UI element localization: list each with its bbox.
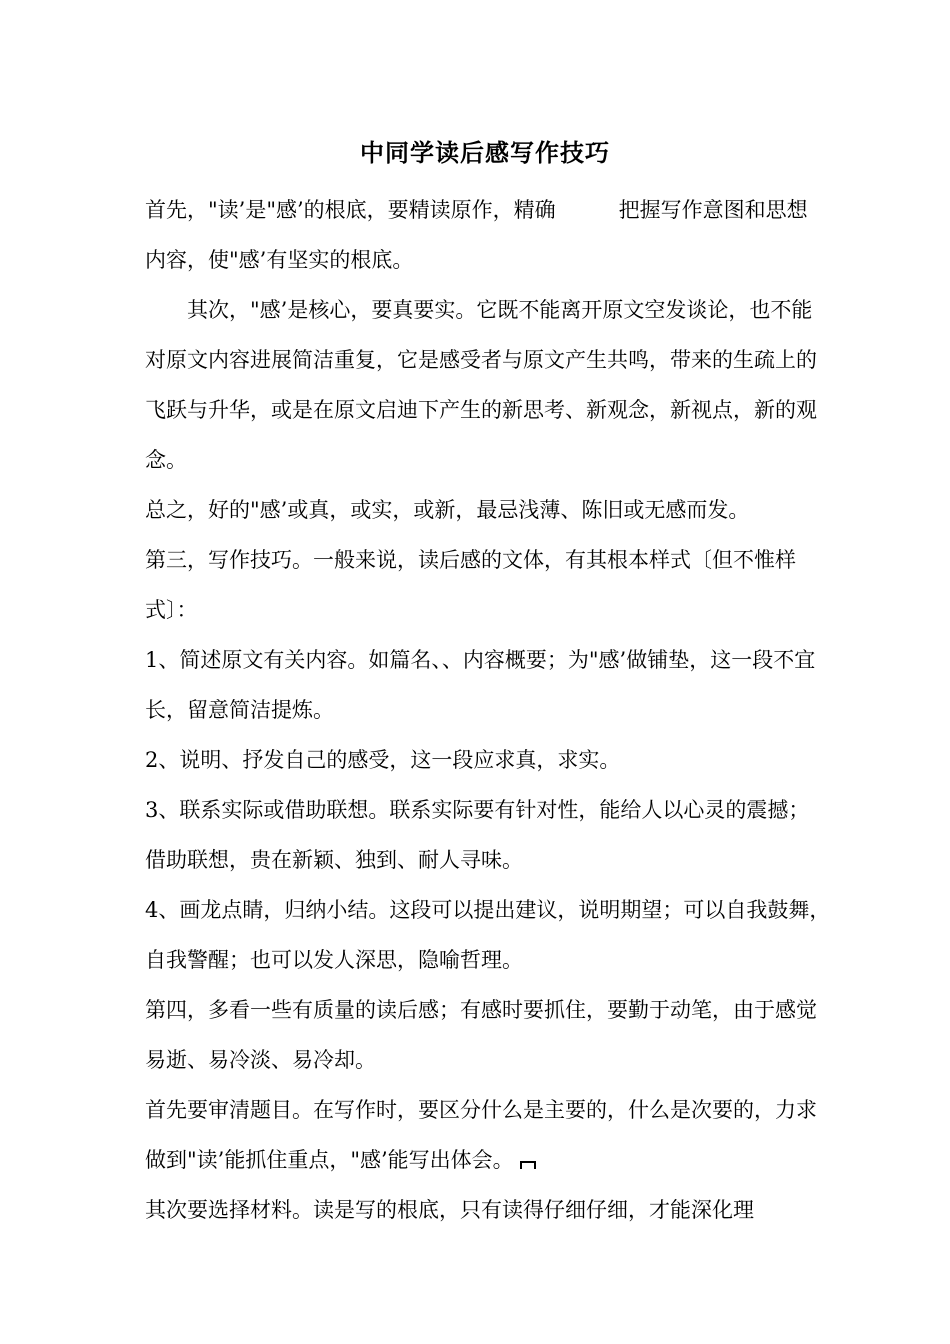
- paragraph-9: 第四，多看一些有质量的读后感；有感时要抓住，要勤于动笔，由于感觉易逝、易冷淡、易冷却。: [145, 998, 817, 1072]
- paragraph-4: 第三，写作技巧。一般来说，读后感的文体，有其根本样式〔但不惟样式〕：: [145, 548, 796, 622]
- paragraph-10: [145, 1085, 825, 1185]
- paragraph-11: 其次要选择材料。读是写的根底，只有读得仔细仔细，才能深化理: [145, 1198, 754, 1222]
- paragraph-6: 2、说明、抒发自己的感受，这一段应求真，求实。: [145, 748, 621, 772]
- document-title: 中同学读后感写作技巧: [360, 138, 610, 167]
- document-page: [145, 135, 841, 1235]
- paragraph-7: 3、联系实际或借助联想。联系实际要有针对性，能给人以心灵的震撼；借助联想，贵在新颖、独到、耐人寻味。: [145, 798, 810, 872]
- paragraph-10-text: 首先要审清题目。在写作时，要区分什么是主要的，什么是次要的，力求做到"读’能抓住重点，"感’能写出体会。: [145, 1098, 817, 1172]
- paragraph-8: 4、画龙点睛，归纳小结。这段可以提出建议，说明期望；可以自我鼓舞， 自我警醒；也可以发人深思，隐喻哲理。: [145, 898, 841, 972]
- paragraph-1: 首先，"读’是"感’的根底，要精读原作，精确 把握写作意图和思想内容，使"感’有坚实的根底。: [145, 198, 808, 272]
- paragraph-3: 总之，好的"感’或真，或实，或新，最忌浅薄、陈旧或无感而发。: [145, 498, 750, 522]
- paragraph-5: 1、简述原文有关内容。如篇名、、内容概要；为"感’做铺垫，这一段不宜长，留意简洁提炼。: [145, 648, 816, 722]
- bracket-mark-icon: [520, 1161, 536, 1169]
- paragraph-2: 其次，"感’是核心，要真要实。它既不能离开原文空发谈论，也不能对原文内容进展简洁重复，它是感受者与原文产生共鸣，带来的生疏上的飞跃与升华，或是在原文启迪下产生的新思考、新观念，新视点，新的观念。: [145, 298, 817, 472]
